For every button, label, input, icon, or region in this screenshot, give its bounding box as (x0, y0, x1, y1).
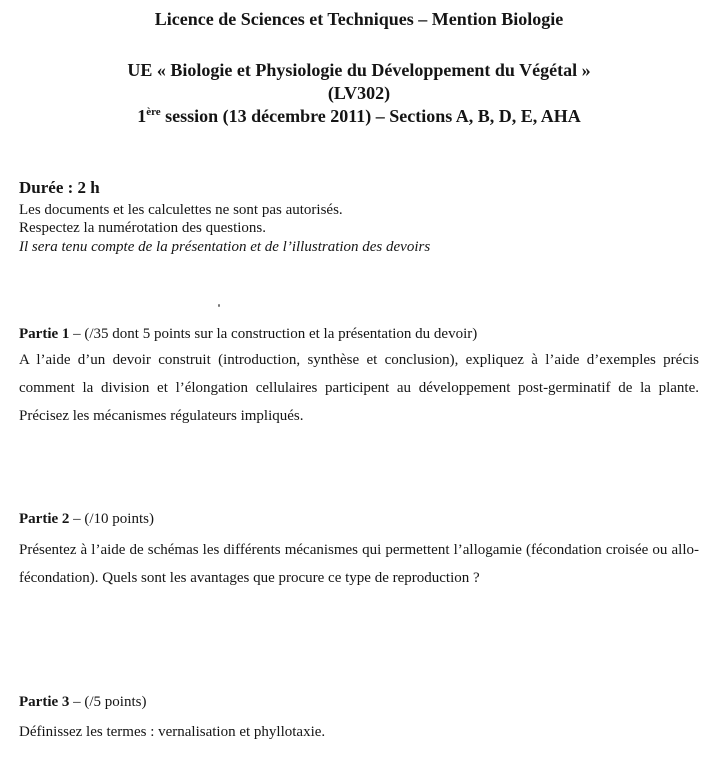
duration-heading: Durée : 2 h (19, 178, 100, 197)
session-details: session (13 décembre 2011) – Sections A, B, D, E, AHA (160, 106, 581, 126)
partie-2-question: Présentez à l’aide de schémas les différents mécanismes qui permettent l’allogamie (fécondation croisée ou allo-fécondation). Quels sont les avantages que procure ce type de reproduction ? (19, 542, 699, 586)
program-title: Licence de Sciences et Techniques – Mention Biologie (154, 9, 564, 29)
partie-1-question: A l’aide d’un devoir construit (introduction, synthèse et conclusion), expliquez à l’aide d’exemples précis comment la division et l’élongation cellulaires participent au développement post-germinatif de la plante. Précisez les mécanismes régulateurs impliqués. (19, 352, 699, 424)
partie-1-heading (19, 325, 477, 343)
partie-3-heading (19, 693, 146, 711)
partie-3-question: Définissez les termes : vernalisation et phyllotaxie. (19, 724, 326, 740)
instruction-documents: Les documents et les calculettes ne sont pas autorisés. (19, 202, 343, 218)
partie-2-title: Partie 2 (19, 511, 70, 527)
course-code: (LV302) (327, 83, 391, 103)
session-line (0, 106, 718, 126)
partie-1-title: Partie 1 (19, 326, 70, 342)
session-ordinal-suffix: ère (146, 106, 161, 118)
instruction-presentation: Il sera tenu compte de la présentation et de l’illustration des devoirs (19, 239, 431, 255)
partie-2-points: – (/10 points) (69, 511, 154, 527)
partie-1-points: – (/35 dont 5 points sur la construction et la présentation du devoir) (69, 326, 478, 342)
instruction-numbering: Respectez la numérotation des questions. (19, 220, 267, 236)
partie-3-points: – (/5 points) (69, 694, 147, 710)
session-number: 1 (137, 106, 147, 126)
course-title: UE « Biologie et Physiologie du Développement du Végétal » (127, 60, 591, 80)
scan-speck (218, 304, 220, 307)
partie-3-title: Partie 3 (19, 694, 70, 710)
partie-2-heading (19, 510, 154, 528)
